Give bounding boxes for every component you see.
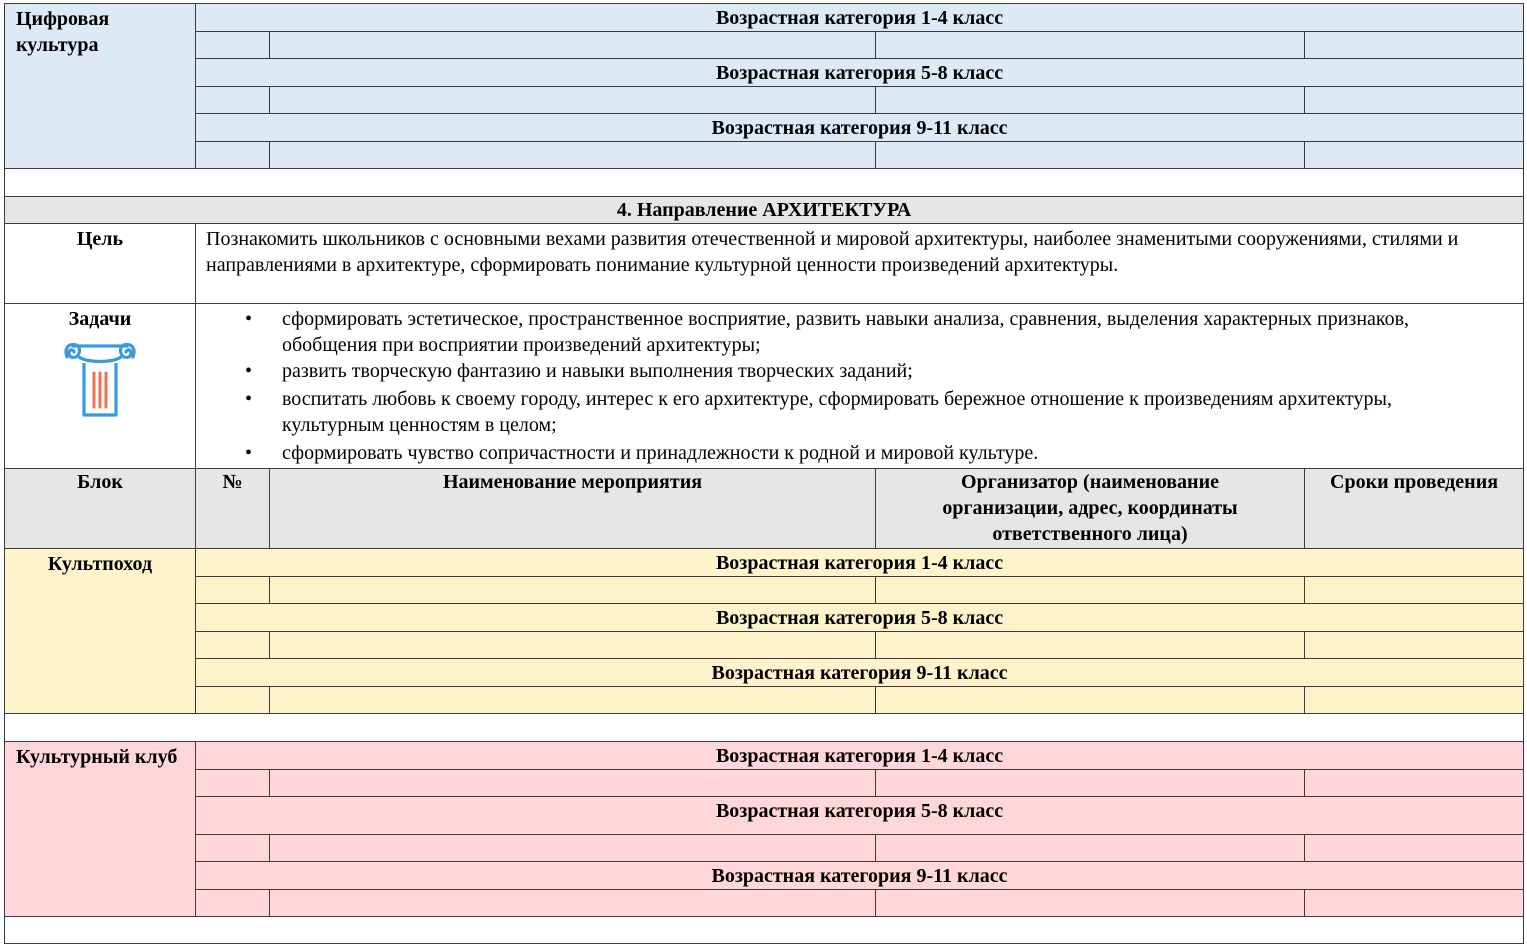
number-cell[interactable]: [196, 87, 270, 114]
tasks-list: [196, 304, 1523, 466]
header-block: Блок: [5, 469, 196, 549]
table-row: [5, 835, 1524, 862]
goal-label: Цель: [5, 224, 196, 304]
dates-cell[interactable]: [1305, 687, 1524, 714]
organizer-cell[interactable]: [876, 87, 1305, 114]
task-text: сформировать чувство сопричастности и принадлежности к родной и мировой культуре.: [282, 442, 1039, 464]
task-text: сформировать эстетическое, пространственное восприятие, развить навыки анализа, сравнения, выделения характерных признаков, обобщения при восприятии произведений архитектуры;: [282, 308, 1410, 356]
section-title: 4. Направление АРХИТЕКТУРА: [5, 197, 1524, 224]
table-row: [5, 890, 1524, 917]
number-cell[interactable]: [196, 577, 270, 604]
tasks-list-cell: [196, 304, 1524, 469]
ionic-column-icon: [57, 343, 143, 417]
table-row: [5, 632, 1524, 659]
event-name-cell[interactable]: [270, 770, 876, 797]
block-label-cultural-club: Культурный клуб: [5, 742, 196, 917]
dates-cell[interactable]: [1305, 87, 1524, 114]
section-title-row: [5, 197, 1524, 224]
table-row: [5, 577, 1524, 604]
block-label-digital-culture: Цифровая культура: [5, 4, 196, 169]
table-row: [5, 770, 1524, 797]
dates-cell[interactable]: [1305, 632, 1524, 659]
event-name-cell[interactable]: [270, 142, 876, 169]
club-category-row: [5, 742, 1524, 770]
task-text: воспитать любовь к своему городу, интерес к его архитектуре, сформировать бережное отношение к произведениям архитектуры, культурным ценностям в целом;: [282, 388, 1392, 436]
list-item: [245, 358, 1483, 384]
number-cell[interactable]: [196, 687, 270, 714]
list-item: [245, 440, 1483, 466]
tasks-row: [5, 304, 1524, 469]
spacer-cell: [5, 714, 1524, 742]
table-row: [5, 142, 1524, 169]
number-cell[interactable]: [196, 632, 270, 659]
organizer-cell[interactable]: [876, 770, 1305, 797]
spacer-cell: [5, 169, 1524, 197]
spacer-row: [5, 714, 1524, 742]
dates-cell[interactable]: [1305, 32, 1524, 59]
list-item: [245, 306, 1483, 358]
event-name-cell[interactable]: [270, 577, 876, 604]
club-category-row: [5, 797, 1524, 835]
number-cell[interactable]: [196, 835, 270, 862]
organizer-cell[interactable]: [876, 577, 1305, 604]
number-cell[interactable]: [196, 770, 270, 797]
header-number: №: [196, 469, 270, 549]
age-category-heading: Возрастная категория 9-11 класс: [196, 862, 1524, 890]
block-label-kultpokhod: Культпоход: [5, 549, 196, 714]
list-item: [245, 386, 1483, 438]
dates-cell[interactable]: [1305, 835, 1524, 862]
event-name-cell[interactable]: [270, 835, 876, 862]
event-name-cell[interactable]: [270, 87, 876, 114]
goal-row: [5, 224, 1524, 304]
age-category-heading: Возрастная категория 1-4 класс: [196, 4, 1524, 32]
header-event-name: Наименование мероприятия: [270, 469, 876, 549]
organizer-cell[interactable]: [876, 890, 1305, 917]
event-name-cell[interactable]: [270, 632, 876, 659]
dates-cell[interactable]: [1305, 770, 1524, 797]
spacer-row: [5, 917, 1524, 944]
task-text: развить творческую фантазию и навыки выполнения творческих заданий;: [282, 360, 913, 382]
table-row: [5, 687, 1524, 714]
number-cell[interactable]: [196, 890, 270, 917]
digital-category-row: [5, 59, 1524, 87]
event-name-cell[interactable]: [270, 687, 876, 714]
tasks-label: Задачи: [68, 308, 132, 330]
dates-cell[interactable]: [1305, 142, 1524, 169]
age-category-heading: Возрастная категория 5-8 класс: [196, 797, 1524, 835]
age-category-heading: Возрастная категория 1-4 класс: [196, 549, 1524, 577]
age-category-heading: Возрастная категория 9-11 класс: [196, 114, 1524, 142]
bullet: •: [245, 442, 253, 464]
spacer-cell: [5, 917, 1524, 944]
digital-category-row: [5, 4, 1524, 32]
dates-cell[interactable]: [1305, 577, 1524, 604]
age-category-heading: Возрастная категория 1-4 класс: [196, 742, 1524, 770]
age-category-heading: Возрастная категория 5-8 класс: [196, 604, 1524, 632]
bullet: •: [245, 308, 253, 330]
table-header-row: [5, 469, 1524, 549]
organizer-cell[interactable]: [876, 632, 1305, 659]
kultpokhod-category-row: [5, 549, 1524, 577]
table-row: [5, 87, 1524, 114]
tasks-label-cell: [5, 304, 196, 469]
spacer-row: [5, 169, 1524, 197]
digital-category-row: [5, 114, 1524, 142]
document-table: [4, 3, 1524, 944]
organizer-cell[interactable]: [876, 835, 1305, 862]
club-category-row: [5, 862, 1524, 890]
organizer-cell[interactable]: [876, 687, 1305, 714]
age-category-heading: Возрастная категория 5-8 класс: [196, 59, 1524, 87]
table-row: [5, 32, 1524, 59]
organizer-cell[interactable]: [876, 32, 1305, 59]
dates-cell[interactable]: [1305, 890, 1524, 917]
organizer-cell[interactable]: [876, 142, 1305, 169]
kultpokhod-category-row: [5, 659, 1524, 687]
event-name-cell[interactable]: [270, 890, 876, 917]
goal-text: Познакомить школьников с основными вехами развития отечественной и мировой архитектуры, наиболее знаменитыми сооружениями, стилями и направлениями в архитектуре, сформировать понимание культурной ценности произведений архитектуры.: [196, 224, 1524, 304]
kultpokhod-category-row: [5, 604, 1524, 632]
header-dates: Сроки проведения: [1305, 469, 1524, 549]
number-cell[interactable]: [196, 142, 270, 169]
event-name-cell[interactable]: [270, 32, 876, 59]
age-category-heading: Возрастная категория 9-11 класс: [196, 659, 1524, 687]
header-organizer: Организатор (наименование организации, адрес, координаты ответственного лица): [876, 469, 1305, 549]
bullet: •: [245, 360, 253, 382]
number-cell[interactable]: [196, 32, 270, 59]
bullet: •: [245, 388, 253, 410]
